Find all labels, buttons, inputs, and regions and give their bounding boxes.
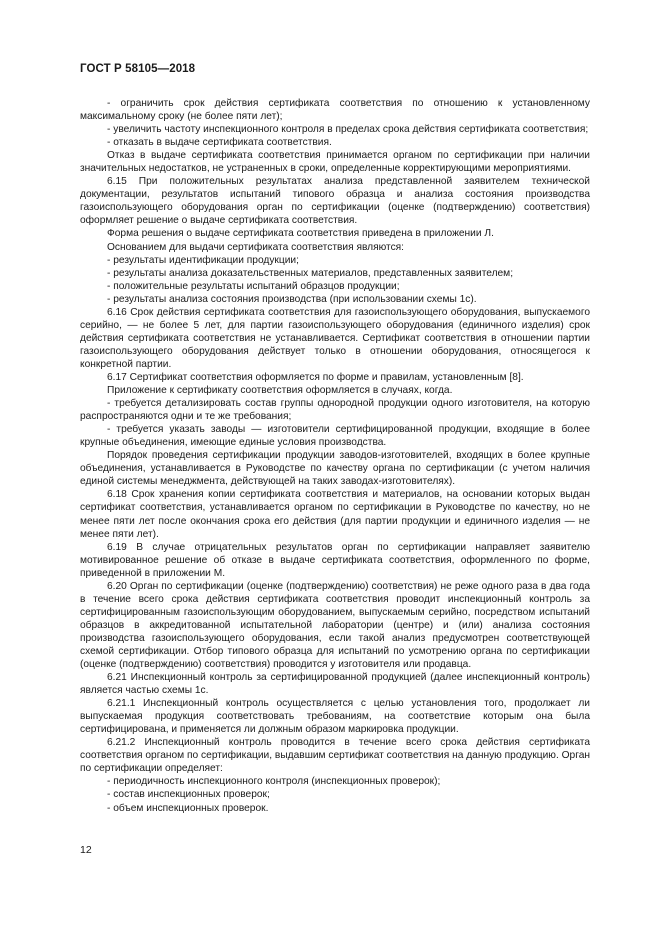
paragraph-6-21-2: 6.21.2 Инспекционный контроль проводится в течение всего срока действия сертификата соответствия органом по сертификации, выдавшим сертификат соответствия на данную продукцию. Орган по сертификации определяет: <box>80 737 590 775</box>
paragraph-6-20: 6.20 Орган по сертификации (оценке (подтверждению) соответствия) не реже одного раза в два года в течение всего срока действия сертификата соответствия проводит инспекционный контроль за сертифицированным газоиспользующим оборудованием, выпускаемым серийно, посредством испытаний образцов в аккредитованной испытательной лаборатории (центре) и (или) анализа состояния производства газоиспользующего оборудования, если такой анализ предусмотрен соответствующей схемой сертификации. Отбор типового образца для испытаний по усмотрению органа по сертификации (оценке (подтверждению) соответствия) проводится у изготовителя или продавца. <box>80 580 590 671</box>
paragraph-6-19: 6.19 В случае отрицательных результатов орган по сертификации направляет заявителю мотивированное решение об отказе в выдаче сертификата соответствия, оформленного по форме, приведенной в приложении М. <box>80 541 590 579</box>
paragraph-6-21-1: 6.21.1 Инспекционный контроль осуществляется с целью установления того, продолжает ли выпускаемая продукция соответствовать требованиям, на соответствие которым она была сертифицирована, и применяется ли должным образом маркировка продукции. <box>80 698 590 736</box>
list-item: - периодичность инспекционного контроля (инспекционных проверок); <box>107 776 441 788</box>
list-item: - результаты идентификации продукции; <box>107 254 299 266</box>
paragraph-6-18: 6.18 Срок хранения копии сертификата соответствия и материалов, на основании которых выдан сертификат соответствия, устанавливается органом по сертификации в Руководстве по качеству, но не менее пяти лет после окончания срока его действия (для партии продукции и единичного изделия — не менее пяти лет). <box>80 489 590 540</box>
paragraph: Отказ в выдаче сертификата соответствия принимается органом по сертификации при наличии значительных недостатков, не устраненных в сроки, определенные корректирующими мероприятиями. <box>80 150 590 175</box>
list-item: - положительные результаты испытаний образцов продукции; <box>107 280 400 292</box>
list-item: - результаты анализа доказательственных материалов, представленных заявителем; <box>107 267 514 279</box>
page-number: 12 <box>80 844 92 856</box>
paragraph: - ограничить срок действия сертификата соответствия по отношению к установленному максимальному сроку (не более пяти лет); <box>80 98 590 123</box>
paragraph: Порядок проведения сертификации продукции заводов-изготовителей, входящих в более крупные объединения, устанавливается в Руководстве по качеству органа по сертификации (с учетом наличия единой системы менеджмента, действующей на таких заводах-изготовителях). <box>80 450 590 488</box>
paragraph: Форма решения о выдаче сертификата соответствия приведена в приложении Л. <box>107 228 494 240</box>
list-item: - требуется детализировать состав группы однородной продукции одного изготовителя, на которую распространяются одни и те же требования; <box>80 398 590 423</box>
list-item: - результаты анализа состояния производства (при использовании схемы 1с). <box>107 293 477 305</box>
paragraph-6-16: 6.16 Срок действия сертификата соответствия для газоиспользующего оборудования, выпускаемого серийно, — не более 5 лет, для партии газоиспользующего оборудования (единичного изделия) срок действия сертификата соответствия не устанавливается. Сертификат соответствия в отношении партии газоиспользующего оборудования действует только в отношении оборудования, относящегося к конкретной партии. <box>80 306 590 370</box>
paragraph-6-15: 6.15 При положительных результатах анализа представленной заявителем технической документации, результатов испытаний типового образца и анализа состояния производства газоиспользующего оборудования орган по сертификации (оценке (подтверждению) соответствия) оформляет решение о выдаче сертификата соответствия. <box>80 176 590 227</box>
list-item: - объем инспекционных проверок. <box>107 802 269 814</box>
document-body <box>80 97 590 815</box>
paragraph: - отказать в выдаче сертификата соответствия. <box>107 137 332 149</box>
paragraph-6-21: 6.21 Инспекционный контроль за сертифицированной продукцией (далее инспекционный контроль) является частью схемы 1с. <box>80 672 590 697</box>
paragraph: - увеличить частоту инспекционного контроля в пределах срока действия сертификата соответствия; <box>107 124 589 136</box>
list-item: - требуется указать заводы — изготовители сертифицированной продукции, входящие в более крупные объединения, имеющие единые условия производства. <box>80 424 590 449</box>
list-item: - состав инспекционных проверок; <box>107 789 270 801</box>
paragraph: Приложение к сертификату соответствия оформляется в случаях, когда. <box>107 385 453 397</box>
paragraph-6-17: 6.17 Сертификат соответствия оформляется по форме и правилам, установленным [8]. <box>107 371 524 383</box>
paragraph: Основанием для выдачи сертификата соответствия являются: <box>107 241 405 253</box>
document-header: ГОСТ Р 58105—2018 <box>80 63 196 75</box>
